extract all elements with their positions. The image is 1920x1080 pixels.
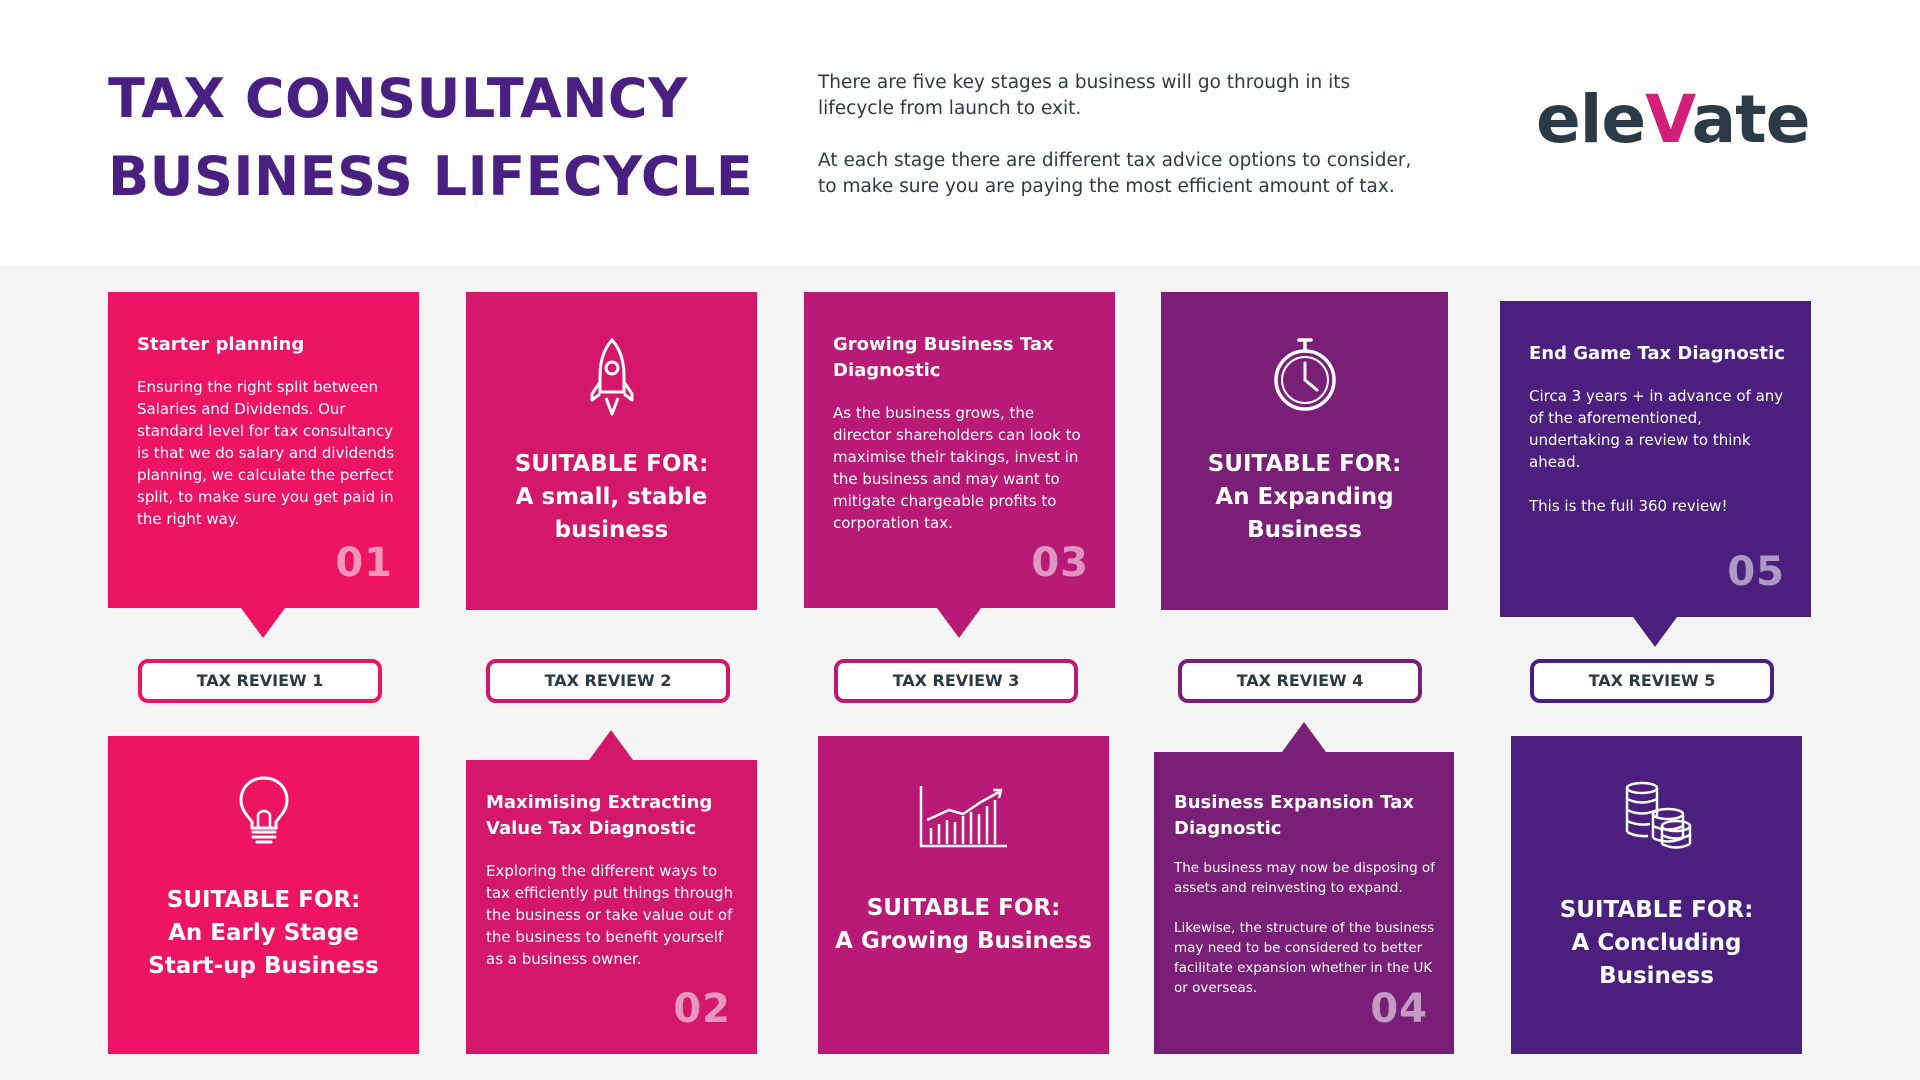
stage-1-suitable-line-1: An Early Stage	[168, 920, 359, 946]
stage-2-suitable-text	[466, 448, 757, 547]
intro-paragraph-2: At each stage there are different tax advice options to consider, to make sure you are paying the most efficient amount of tax.	[818, 150, 1412, 197]
stage-2-suitable-line-1: A small, stable	[515, 484, 708, 510]
stage-1-description: Ensuring the right split between Salaries and Dividends. Our standard level for tax consultancy is that we do salary and dividends planning, we calculate the perfect split, to make sure you get paid in the right way.	[137, 378, 395, 528]
stage-2-suitable-label: SUITABLE FOR:	[514, 451, 709, 477]
stage-4-number: 04	[1370, 986, 1428, 1032]
stage-5-suitable-line-2: Business	[1599, 963, 1714, 989]
stage-2-suitable-card	[466, 292, 757, 610]
stage-1-suitable-text	[108, 884, 419, 983]
stage-1-pointer	[241, 608, 285, 638]
stage-5-suitable-line-1: A Concluding	[1571, 930, 1742, 956]
intro-text	[818, 70, 1428, 226]
stage-5-pointer	[1633, 617, 1677, 647]
stage-4-pointer	[1282, 722, 1326, 752]
stage-2-description: Exploring the different ways to tax efficiently put things through the business or take value out of the business to benefit yourself as a business owner.	[486, 862, 734, 968]
stopwatch-icon	[1271, 336, 1339, 412]
stage-1-info-card	[108, 292, 419, 608]
logo-part-1: ele	[1536, 81, 1646, 158]
tax-review-1-label: TAX REVIEW 1	[138, 659, 382, 703]
tax-review-2-label: TAX REVIEW 2	[486, 659, 730, 703]
elevate-logo	[1536, 81, 1810, 158]
stage-4-suitable-line-2: Business	[1247, 517, 1362, 543]
stage-4-heading: Business Expansion Tax Diagnostic	[1174, 792, 1414, 839]
stage-4-suitable-label: SUITABLE FOR:	[1207, 451, 1402, 477]
stage-1-suitable-card	[108, 736, 419, 1054]
stage-3-suitable-card	[818, 736, 1109, 1054]
stage-4-suitable-line-1: An Expanding	[1215, 484, 1394, 510]
rocket-icon	[589, 336, 635, 420]
stage-5-suitable-text	[1511, 894, 1802, 993]
stage-3-suitable-text	[818, 892, 1109, 958]
stage-3-info-card	[804, 292, 1115, 608]
tax-review-3-label: TAX REVIEW 3	[834, 659, 1078, 703]
stage-4-suitable-card	[1161, 292, 1448, 610]
coins-icon	[1620, 780, 1694, 850]
stage-1-suitable-line-2: Start-up Business	[148, 953, 379, 979]
intro-paragraph-1: There are five key stages a business will go through in its lifecycle from launch to exit.	[818, 72, 1351, 119]
stage-3-suitable-line-1: A Growing Business	[835, 928, 1092, 954]
stage-5-info-card	[1500, 301, 1811, 617]
stage-2-info-card	[466, 760, 757, 1054]
stage-3-number: 03	[1031, 540, 1089, 586]
stage-4-info-card	[1154, 752, 1454, 1054]
stage-5-suitable-label: SUITABLE FOR:	[1559, 897, 1754, 923]
header	[0, 0, 1920, 266]
tax-review-4-label: TAX REVIEW 4	[1178, 659, 1422, 703]
stage-3-suitable-label: SUITABLE FOR:	[866, 895, 1061, 921]
logo-part-2: ate	[1691, 81, 1810, 158]
stage-5-suitable-card	[1511, 736, 1802, 1054]
stage-4-suitable-text	[1161, 448, 1448, 547]
title-line-1: TAX CONSULTANCY	[108, 67, 688, 130]
tax-review-5-label: TAX REVIEW 5	[1530, 659, 1774, 703]
stage-3-heading: Growing Business Tax Diagnostic	[833, 334, 1054, 381]
stage-1-heading: Starter planning	[137, 334, 305, 355]
stage-2-heading: Maximising Extracting Value Tax Diagnostic	[486, 792, 713, 839]
stage-3-description: As the business grows, the director shareholders can look to maximise their takings, invest in the business and may want to mitigate chargeable profits to corporation tax.	[833, 404, 1081, 532]
stage-1-number: 01	[335, 540, 393, 586]
stage-5-number: 05	[1727, 549, 1785, 595]
stage-1-suitable-label: SUITABLE FOR:	[166, 887, 361, 913]
stage-4-description: The business may now be disposing of assets and reinvesting to expand. Likewise, the structure of the business may need to be considered to better facilitate expansion whether in the UK or overseas.	[1174, 860, 1435, 996]
stage-2-pointer	[589, 730, 633, 760]
growth-chart-icon	[919, 784, 1009, 848]
title-line-2: BUSINESS LIFECYCLE	[108, 145, 754, 208]
stage-2-number: 02	[673, 986, 731, 1032]
stage-5-description: Circa 3 years + in advance of any of the aforementioned, undertaking a review to think ahead. This is the full 360 review!	[1529, 387, 1784, 515]
logo-accent: V	[1645, 81, 1692, 158]
stage-5-heading: End Game Tax Diagnostic	[1529, 343, 1785, 364]
page-title	[108, 60, 753, 216]
stage-2-suitable-line-2: business	[554, 517, 669, 543]
lightbulb-icon	[236, 774, 292, 848]
stage-3-pointer	[937, 608, 981, 638]
